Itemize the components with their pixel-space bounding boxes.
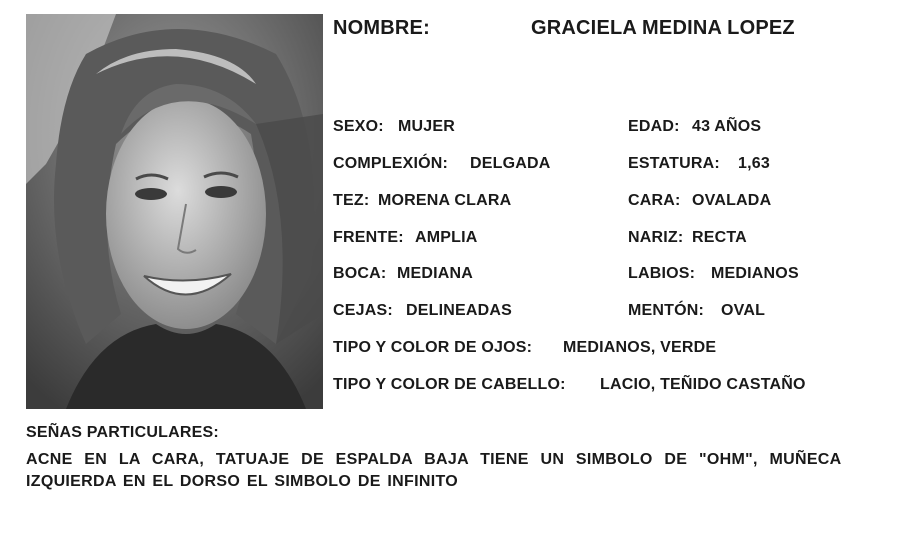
sexo-value: MUJER: [398, 118, 456, 135]
menton-label: MENTÓN:: [628, 302, 705, 319]
boca-value: MEDIANA: [397, 265, 474, 282]
labios-value: MEDIANOS: [711, 265, 799, 282]
portrait-image: [26, 14, 323, 409]
menton-value: OVAL: [721, 302, 766, 319]
name-value: GRACIELA MEDINA LOPEZ: [531, 17, 795, 39]
tez-label: TEZ:: [333, 192, 370, 209]
name-label: NOMBRE:: [333, 17, 430, 39]
senas-description: [26, 449, 896, 493]
nariz-value: RECTA: [692, 229, 747, 246]
cejas-value: DELINEADAS: [406, 302, 513, 319]
nariz-label: NARIZ:: [628, 229, 684, 246]
estatura-label: ESTATURA:: [628, 155, 720, 172]
complexion-value: DELGADA: [470, 155, 551, 172]
senas-line-2: IZQUIERDA EN EL DORSO EL SIMBOLO DE INFINITO: [26, 473, 458, 490]
complexion-label: COMPLEXIÓN:: [333, 155, 449, 172]
ojos-label: TIPO Y COLOR DE OJOS:: [333, 339, 533, 356]
cara-label: CARA:: [628, 192, 681, 209]
sexo-label: SEXO:: [333, 118, 384, 135]
frente-value: AMPLIA: [415, 229, 478, 246]
edad-value: 43 AÑOS: [692, 118, 762, 135]
senas-title: SEÑAS PARTICULARES:: [26, 424, 219, 441]
cejas-label: CEJAS:: [333, 302, 393, 319]
cara-value: OVALADA: [692, 192, 772, 209]
labios-label: LABIOS:: [628, 265, 696, 282]
cabello-label: TIPO Y COLOR DE CABELLO:: [333, 376, 566, 393]
frente-label: FRENTE:: [333, 229, 404, 246]
estatura-value: 1,63: [738, 155, 770, 172]
ojos-value: MEDIANOS, VERDE: [563, 339, 717, 356]
tez-value: MORENA CLARA: [378, 192, 512, 209]
person-photo: [26, 14, 323, 409]
edad-label: EDAD:: [628, 118, 680, 135]
cabello-value: LACIO, TEÑIDO CASTAÑO: [600, 376, 806, 393]
senas-line-1: ACNE EN LA CARA, TATUAJE DE ESPALDA BAJA TIENE UN SIMBOLO DE "OHM", MUÑECA: [26, 451, 842, 468]
boca-label: BOCA:: [333, 265, 387, 282]
